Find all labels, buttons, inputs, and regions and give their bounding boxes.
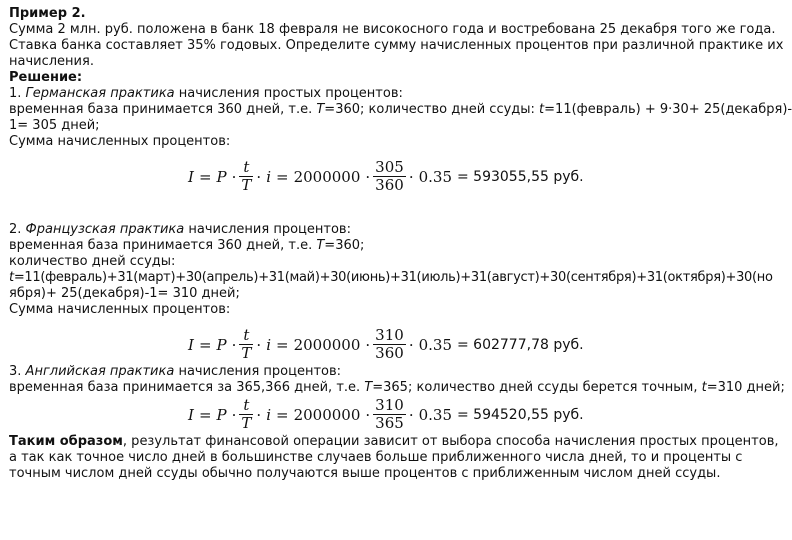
method1-T-symbol: T: [316, 102, 325, 117]
method2-days-result: ября)+ 25(декабря)-1= 310 дней;: [9, 286, 240, 301]
fraction-numerator: t: [243, 396, 250, 414]
method2-name: Французская практика: [25, 222, 185, 237]
formula-symbol-I: I: [188, 335, 194, 354]
formula-symbol-P: P: [216, 335, 227, 354]
formula-equals: =: [198, 335, 212, 354]
method1-sum-label: Сумма начисленных процентов:: [9, 134, 231, 149]
fraction-days: [373, 328, 406, 361]
fraction-denominator: 365: [375, 414, 404, 432]
method3-days-value: =310 дней;: [706, 380, 785, 395]
formula-principal: 2000000: [293, 335, 361, 354]
intro-line-2: Ставка банка составляет 35% годовых. Определите сумму начисленных процентов при различной практике их: [9, 38, 784, 53]
fraction-numerator: 310: [375, 396, 404, 414]
method2-t-symbol: t: [9, 270, 14, 285]
formula-dot: ·: [231, 167, 237, 186]
method3-t-symbol: t: [701, 380, 707, 395]
conclusion-text: , результат финансовой операции зависит от выбора способа начисления простых процентов,: [122, 434, 779, 449]
fraction-t-over-T: [239, 328, 253, 361]
fraction-denominator: T: [241, 414, 252, 432]
method2-days-label: количество дней ссуды:: [9, 254, 176, 269]
method1-name: Германская практика: [25, 86, 175, 101]
method2-title: [9, 222, 714, 238]
method1-days-calc: =11(февраль) + 9·30+ 25(декабря)-: [544, 102, 792, 117]
method1-days-result: 1= 305 дней;: [9, 118, 100, 133]
formula-dot: ·: [231, 405, 237, 424]
conclusion-line-2: а так как точное число дней в большинстве случаев больше приближенного числа дней, то и проценты с: [9, 450, 743, 465]
formula-symbol-P: P: [216, 167, 227, 186]
method1-title: [9, 86, 714, 102]
formula-symbol-i: i: [266, 167, 271, 186]
intro-line-1: Сумма 2 млн. руб. положена в банк 18 февраля не високосного года и востребована 25 декабря того же года.: [9, 22, 776, 37]
formula-principal: 2000000: [293, 405, 361, 424]
fraction-days: [373, 398, 406, 431]
method2-days-sum: =11(февраль)+31(март)+30(апрель)+31(май)+30(июнь)+31(июль)+31(август)+30(сентября)+31(октября)+30(но: [13, 270, 773, 285]
method1-suffix: начисления простых процентов:: [174, 86, 403, 101]
formula-equals: =: [198, 405, 212, 424]
formula-dot: ·: [256, 167, 262, 186]
method1-base-line: [9, 102, 792, 118]
formula-1: [188, 160, 584, 193]
formula-rate: 0.35: [418, 405, 452, 424]
formula-dot: ·: [256, 405, 262, 424]
formula-dot: ·: [365, 167, 371, 186]
method1-number: 1.: [9, 86, 26, 101]
formula-rate: 0.35: [418, 167, 452, 186]
fraction-denominator: 360: [375, 176, 404, 194]
method3-suffix: начисления процентов:: [174, 364, 342, 379]
formula-dot: ·: [231, 335, 237, 354]
formula-equals: =: [276, 335, 289, 354]
intro-line-3: начисления.: [9, 54, 94, 69]
conclusion-line-3: точным числом дней ссуды обычно получаются выше процентов с приближенным числом дней ссуды.: [9, 466, 721, 481]
formula-symbol-P: P: [216, 405, 227, 424]
method1-t-symbol: t: [539, 102, 545, 117]
fraction-numerator: t: [243, 158, 250, 176]
formula-dot: ·: [365, 335, 371, 354]
conclusion-line-1: [9, 434, 779, 450]
method2-base-line: [9, 238, 714, 254]
method2-number: 2.: [9, 222, 26, 237]
formula-rate: 0.35: [418, 335, 452, 354]
fraction-days: [373, 160, 406, 193]
method2-T-symbol: T: [316, 238, 325, 253]
formula-dot: ·: [256, 335, 262, 354]
fraction-numerator: 305: [375, 158, 404, 176]
formula-3: [188, 398, 584, 431]
example-heading: Пример 2.: [9, 6, 86, 21]
method3-T-symbol: T: [364, 380, 373, 395]
method2-base-value: =360;: [324, 238, 365, 253]
formula-equals: =: [276, 167, 289, 186]
formula-equals: =: [276, 405, 289, 424]
formula-symbol-I: I: [188, 405, 194, 424]
formula-result: = 602777,78 руб.: [457, 336, 584, 353]
formula-result: = 594520,55 руб.: [457, 406, 584, 423]
fraction-numerator: 310: [375, 326, 404, 344]
method3-name: Английская практика: [25, 364, 175, 379]
method2-base-text: временная база принимается 360 дней, т.е.: [9, 238, 317, 253]
formula-symbol-i: i: [266, 335, 271, 354]
fraction-t-over-T: [239, 160, 253, 193]
conclusion-lead: Таким образом: [9, 434, 123, 449]
method2-days-calc: [9, 270, 773, 286]
method3-number: 3.: [9, 364, 26, 379]
formula-equals: =: [198, 167, 212, 186]
fraction-denominator: 360: [375, 344, 404, 362]
fraction-t-over-T: [239, 398, 253, 431]
method1-days-text: =360; количество дней ссуды:: [324, 102, 540, 117]
fraction-denominator: T: [241, 176, 252, 194]
method3-base-line: [9, 380, 785, 396]
formula-principal: 2000000: [293, 167, 361, 186]
formula-dot: ·: [408, 335, 414, 354]
method1-base-text: временная база принимается 360 дней, т.е.: [9, 102, 317, 117]
formula-dot: ·: [365, 405, 371, 424]
formula-result: = 593055,55 руб.: [457, 168, 584, 185]
formula-dot: ·: [408, 405, 414, 424]
formula-2: [188, 328, 584, 361]
formula-symbol-I: I: [188, 167, 194, 186]
method3-title: [9, 364, 714, 380]
formula-dot: ·: [408, 167, 414, 186]
formula-symbol-i: i: [266, 405, 271, 424]
solution-label: Решение:: [9, 70, 83, 85]
fraction-denominator: T: [241, 344, 252, 362]
method2-suffix: начисления процентов:: [184, 222, 351, 237]
method3-days-text: =365; количество дней ссуды берется точным,: [372, 380, 702, 395]
fraction-numerator: t: [243, 326, 250, 344]
method2-sum-label: Сумма начисленных процентов:: [9, 302, 231, 317]
method3-base-text: временная база принимается за 365,366 дней, т.е.: [9, 380, 365, 395]
